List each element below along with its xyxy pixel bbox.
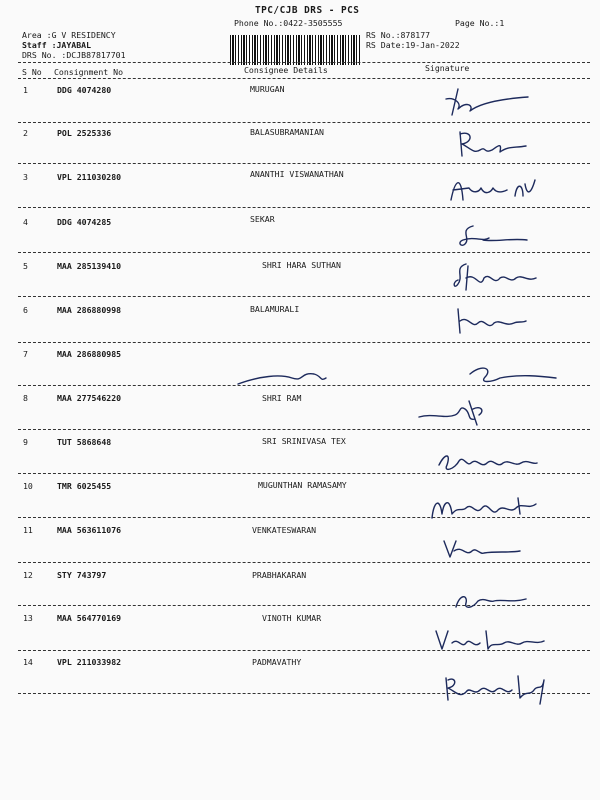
row-sno: 10 xyxy=(23,481,33,491)
signature-12 xyxy=(450,585,530,613)
row-consignee: PRABHAKARAN xyxy=(252,570,307,580)
row-divider xyxy=(18,207,590,208)
row-sno: 4 xyxy=(23,217,28,227)
signature-5 xyxy=(450,260,540,296)
row-sno: 9 xyxy=(23,437,28,447)
row-consignment: MAA 285139410 xyxy=(57,261,122,271)
row-divider xyxy=(18,163,590,164)
row-consignment: TUT 5868648 xyxy=(57,437,112,447)
drs-number: DRS No. :DCJB87817701 xyxy=(22,50,126,60)
row-sno: 7 xyxy=(23,349,28,359)
signature-8 xyxy=(415,395,505,427)
col-signature: Signature xyxy=(425,63,470,73)
row-sno: 14 xyxy=(23,657,33,667)
signature-1 xyxy=(440,85,530,120)
area-label: Area :G V RESIDENCY xyxy=(22,30,116,40)
header-divider-top xyxy=(18,62,590,63)
row-divider xyxy=(18,429,590,430)
row-consignment: MAA 563611076 xyxy=(57,525,122,535)
page-number: Page No.:1 xyxy=(455,18,505,28)
row-consignment: POL 2525336 xyxy=(57,128,112,138)
row-consignee: PADMAVATHY xyxy=(252,657,302,667)
row-sno: 8 xyxy=(23,393,28,403)
signature-10 xyxy=(428,490,538,522)
row-consignee: MURUGAN xyxy=(250,84,285,94)
row-sno: 2 xyxy=(23,128,28,138)
signature-11 xyxy=(440,535,525,563)
col-sno: S No xyxy=(22,67,42,77)
signature-9 xyxy=(435,445,540,475)
signature-7 xyxy=(230,360,560,390)
row-consignee: SEKAR xyxy=(250,214,275,224)
row-divider xyxy=(18,342,590,343)
row-consignment: DDG 4074280 xyxy=(57,85,112,95)
rs-date: RS Date:19-Jan-2022 xyxy=(366,40,460,50)
row-consignee: SRI SRINIVASA TEX xyxy=(262,436,346,446)
row-consignment: MAA 286880985 xyxy=(57,349,122,359)
signature-6 xyxy=(450,305,530,337)
row-consignee: SHRI RAM xyxy=(262,393,302,403)
row-consignment: VPL 211033982 xyxy=(57,657,122,667)
row-sno: 1 xyxy=(23,85,28,95)
row-consignment: MAA 277546220 xyxy=(57,393,122,403)
row-sno: 5 xyxy=(23,261,28,271)
sheet-title: TPC/CJB DRS - PCS xyxy=(255,5,360,16)
row-consignee: ANANTHI VISWANATHAN xyxy=(250,169,344,179)
signature-13 xyxy=(432,625,547,655)
row-sno: 12 xyxy=(23,570,33,580)
row-divider xyxy=(18,252,590,253)
row-sno: 6 xyxy=(23,305,28,315)
row-consignee: BALAMURALI xyxy=(250,304,300,314)
row-consignment: MAA 286880998 xyxy=(57,305,122,315)
col-consignee: Consignee Details xyxy=(244,65,328,75)
row-consignment: TMR 6025455 xyxy=(57,481,112,491)
col-consignment: Consignment No xyxy=(54,67,124,77)
row-consignee: VINOTH KUMAR xyxy=(262,613,322,623)
phone-number: Phone No.:0422-3505555 xyxy=(234,18,343,28)
table-row xyxy=(0,394,600,438)
header-divider-bottom xyxy=(18,78,590,79)
signature-14 xyxy=(440,670,550,706)
row-consignment: DDG 4074285 xyxy=(57,217,112,227)
row-consignment: MAA 564770169 xyxy=(57,613,122,623)
signature-3 xyxy=(445,170,540,206)
row-consignee: MUGUNTHAN RAMASAMY xyxy=(258,480,347,490)
row-divider xyxy=(18,122,590,123)
staff-label: Staff :JAYABAL xyxy=(22,40,92,50)
row-sno: 13 xyxy=(23,613,33,623)
signature-2 xyxy=(450,128,530,160)
signature-4 xyxy=(455,222,530,252)
row-divider xyxy=(18,296,590,297)
row-consignee: SHRI HARA SUTHAN xyxy=(262,260,341,270)
row-consignee: VENKATESWARAN xyxy=(252,525,317,535)
row-sno: 11 xyxy=(23,525,33,535)
row-consignee: BALASUBRAMANIAN xyxy=(250,127,324,137)
row-consignment: STY 743797 xyxy=(57,570,107,580)
row-consignment: VPL 211030280 xyxy=(57,172,122,182)
row-sno: 3 xyxy=(23,172,28,182)
barcode xyxy=(230,35,360,65)
rs-number: RS No.:878177 xyxy=(366,30,431,40)
